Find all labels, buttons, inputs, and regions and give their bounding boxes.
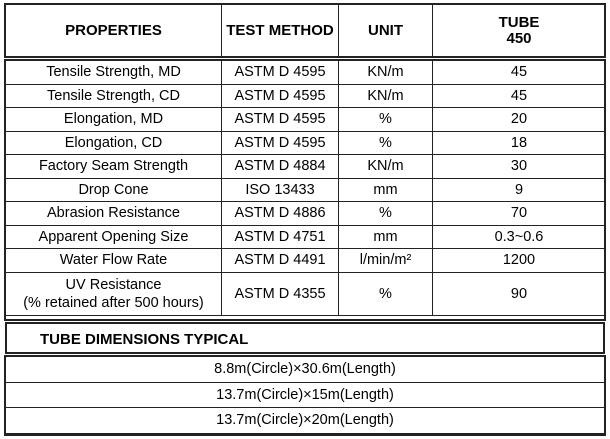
header-row — [6, 5, 606, 57]
list-item — [6, 382, 605, 408]
tube-value: 45 — [433, 61, 606, 85]
unit: KN/m — [339, 155, 433, 179]
test-method: ASTM D 4595 — [222, 84, 339, 108]
list-item — [6, 408, 605, 434]
tube-value: 90 — [433, 272, 606, 315]
property-name: Factory Seam Strength — [6, 155, 222, 179]
header-tube — [433, 5, 606, 57]
dimensions-heading-box — [5, 322, 605, 354]
property-name: Tensile Strength, MD — [6, 61, 222, 85]
unit: % — [339, 131, 433, 155]
unit: % — [339, 108, 433, 132]
table-row — [6, 61, 606, 85]
test-method: ASTM D 4884 — [222, 155, 339, 179]
properties-table — [5, 60, 606, 316]
test-method: ASTM D 4491 — [222, 249, 339, 273]
header-properties: PROPERTIES — [6, 5, 222, 57]
table-row — [6, 131, 606, 155]
tube-value: 30 — [433, 155, 606, 179]
test-method: ASTM D 4886 — [222, 202, 339, 226]
tube-value: 0.3~0.6 — [433, 225, 606, 249]
property-name: Elongation, MD — [6, 108, 222, 132]
dimension-value: 13.7m(Circle)×20m(Length) — [6, 408, 605, 434]
property-name: Drop Cone — [6, 178, 222, 202]
test-method: ASTM D 4595 — [222, 108, 339, 132]
dimension-value: 13.7m(Circle)×15m(Length) — [6, 382, 605, 408]
tube-value: 70 — [433, 202, 606, 226]
unit: KN/m — [339, 84, 433, 108]
test-method: ASTM D 4595 — [222, 61, 339, 85]
table-row — [6, 202, 606, 226]
tube-value: 20 — [433, 108, 606, 132]
test-method: ASTM D 4595 — [222, 131, 339, 155]
tube-value: 1200 — [433, 249, 606, 273]
property-name: Elongation, CD — [6, 131, 222, 155]
table-row — [6, 225, 606, 249]
header-table — [5, 4, 606, 57]
property-name: Apparent Opening Size — [6, 225, 222, 249]
unit: % — [339, 202, 433, 226]
unit: l/min/m² — [339, 249, 433, 273]
table-row — [6, 108, 606, 132]
property-name: Abrasion Resistance — [6, 202, 222, 226]
property-name: Tensile Strength, CD — [6, 84, 222, 108]
unit: mm — [339, 225, 433, 249]
uv-sublabel: (% retained after 500 hours) — [23, 294, 204, 311]
dimensions-table — [5, 356, 605, 434]
table-row — [6, 178, 606, 202]
table-row — [6, 249, 606, 273]
tube-value: 18 — [433, 131, 606, 155]
test-method: ISO 13433 — [222, 178, 339, 202]
header-tube-number: 450 — [506, 29, 532, 47]
property-name: Water Flow Rate — [6, 249, 222, 273]
test-method: ASTM D 4751 — [222, 225, 339, 249]
test-method: ASTM D 4355 — [222, 272, 339, 315]
table-row — [6, 84, 606, 108]
tube-value: 45 — [433, 84, 606, 108]
list-item — [6, 357, 605, 383]
dimension-value: 8.8m(Circle)×30.6m(Length) — [6, 357, 605, 383]
property-name-uv — [6, 272, 222, 315]
unit: % — [339, 272, 433, 315]
unit: mm — [339, 178, 433, 202]
properties-body — [6, 61, 606, 316]
uv-label: UV Resistance — [65, 276, 162, 293]
table-row — [6, 155, 606, 179]
unit: KN/m — [339, 61, 433, 85]
tube-value: 9 — [433, 178, 606, 202]
table-row-uv — [6, 272, 606, 315]
dimensions-title: TUBE DIMENSIONS TYPICAL — [40, 331, 249, 348]
header-test-method: TEST METHOD — [222, 5, 339, 57]
header-unit: UNIT — [339, 5, 433, 57]
header-tube-label: TUBE — [498, 13, 540, 31]
